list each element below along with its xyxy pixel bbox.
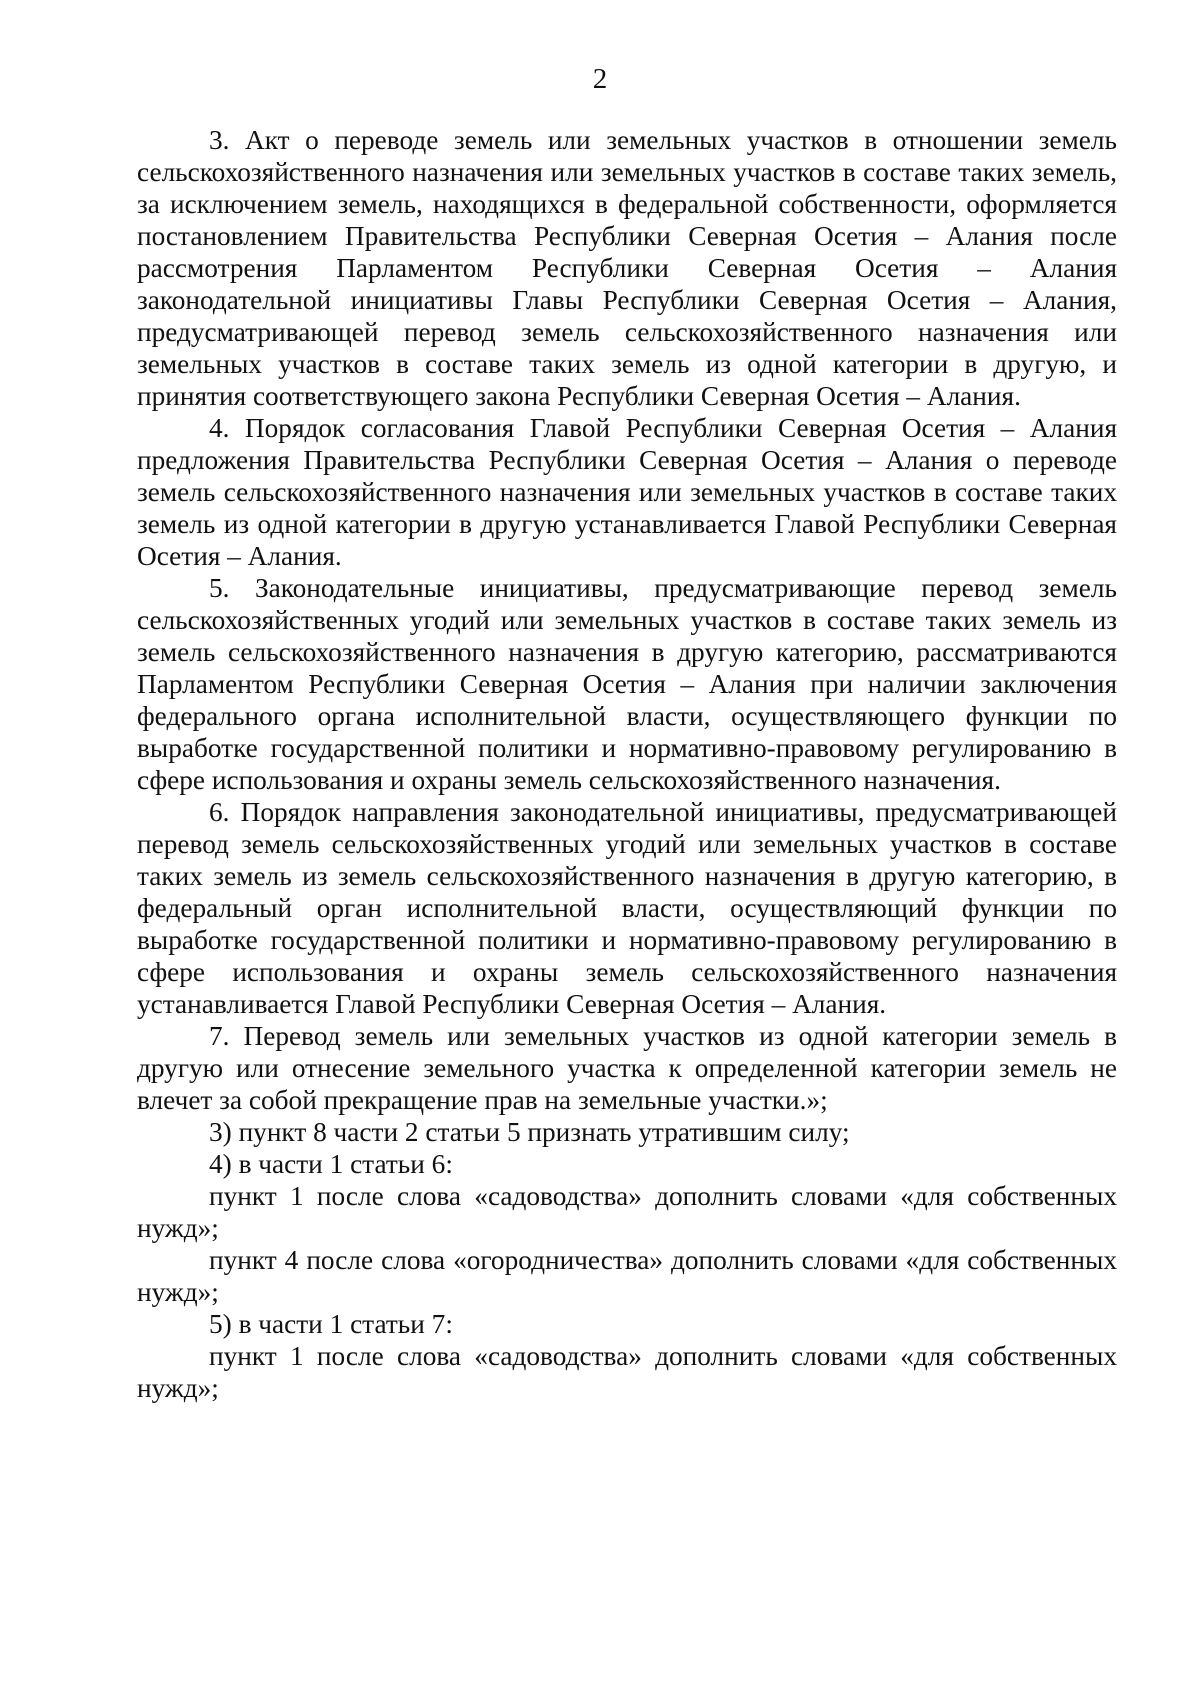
paragraph-item-6: 6. Порядок направления законодательной инициативы, предусматривающей перевод земель сельскохозяйственных угодий или земельных участков в составе таких земель из земель сельскохозяйственного назначения в другую категорию, в федеральный орган исполнительной власти, осуществляющий функции по выработке государственной политики и нормативно-правовому регулированию в сфере использования и охраны земель сельскохозяйственного назначения устанавливается Главой Республики Северная Осетия – Алания. [137,797,1117,1019]
amendment-point-3: 3) пункт 8 части 2 статьи 5 признать утратившим силу; [209,1117,850,1147]
amendment-point-4: 4) в части 1 статьи 6: [209,1149,453,1179]
paragraph-item-3: 3. Акт о переводе земель или земельных участков в отношении земель сельскохозяйственного назначения или земельных участков в составе таких земель, за исключением земель, находящихся в федеральной собственности, оформляется постановлением Правительства Республики Северная Осетия – Алания после рассмотрения Парламентом Республики Северная Осетия – Алания законодательной инициативы Главы Республики Северная Осетия – Алания, предусматривающей перевод земель сельскохозяйственного назначения или земельных участков в составе таких земель из одной категории в другую, и принятия соответствующего закона Республики Северная Осетия – Алания. [137,125,1117,411]
amendment-5-subitem-1: пункт 1 после слова «садоводства» дополнить словами «для собственных нужд»; [137,1341,1117,1403]
amendment-4-subitem-1: пункт 1 после слова «садоводства» дополнить словами «для собственных нужд»; [137,1181,1117,1243]
document-body [137,124,1117,1404]
paragraph-item-5: 5. Законодательные инициативы, предусматривающие перевод земель сельскохозяйственных угодий или земельных участков в составе таких земель из земель сельскохозяйственного назначения в другую категорию, рассматриваются Парламентом Республики Северная Осетия – Алания при наличии заключения федерального органа исполнительной власти, осуществляющего функции по выработке государственной политики и нормативно-правовому регулированию в сфере использования и охраны земель сельскохозяйственного назначения. [137,573,1117,795]
amendment-4-subitem-4: пункт 4 после слова «огородничества» дополнить словами «для собственных нужд»; [137,1245,1117,1307]
amendment-point-5: 5) в части 1 статьи 7: [209,1309,453,1339]
paragraph-item-7: 7. Перевод земель или земельных участков из одной категории земель в другую или отнесение земельного участка к определенной категории земель не влечет за собой прекращение прав на земельные участки.»; [137,1021,1117,1115]
page-number: 2 [592,63,608,95]
paragraph-item-4: 4. Порядок согласования Главой Республики Северная Осетия – Алания предложения Правительства Республики Северная Осетия – Алания о переводе земель сельскохозяйственного назначения или земельных участков в составе таких земель из одной категории в другую устанавливается Главой Республики Северная Осетия – Алания. [137,413,1117,571]
